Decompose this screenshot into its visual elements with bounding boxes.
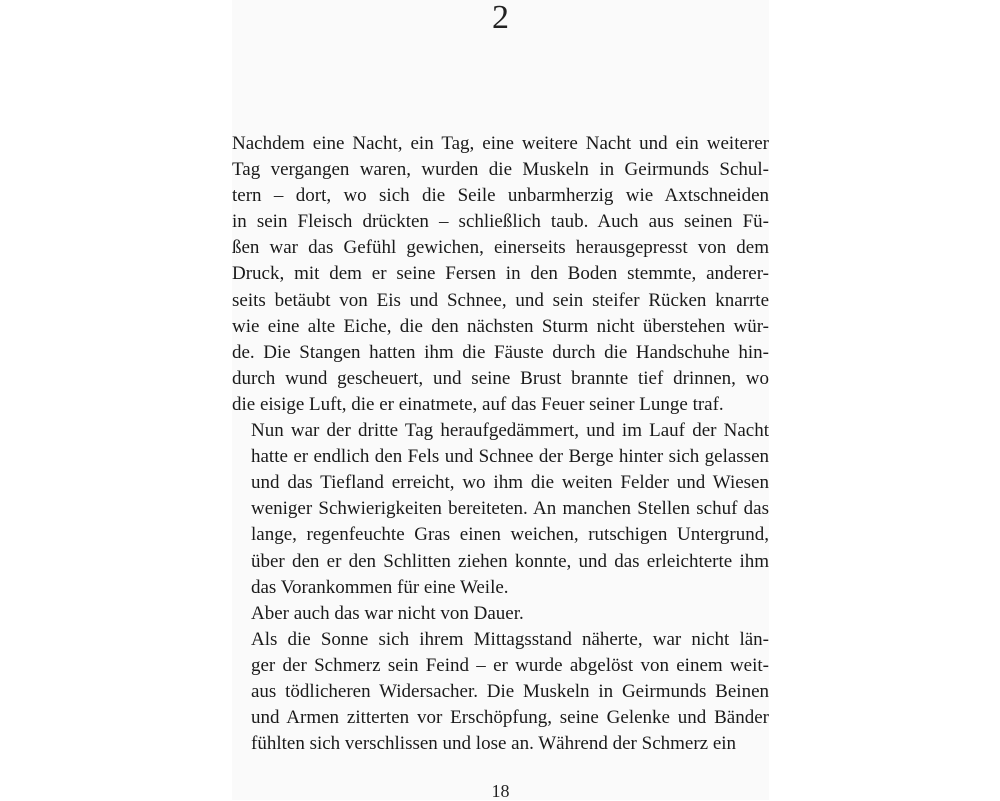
text-line: Tag vergangen waren, wurden die Muskeln in Geirmunds Schul- [232,159,769,181]
body-text [232,131,769,757]
text-line: und das Tiefland erreicht, wo ihm die weiten Felder und Wiesen [251,472,769,494]
text-line: Druck, mit dem er seine Fersen in den Boden stemmte, anderer- [232,263,769,285]
text-line: weniger Schwierigkeiten bereiteten. An manchen Stellen schuf das [251,498,769,520]
book-page [232,0,769,800]
text-line: hatte er endlich den Fels und Schnee der Berge hinter sich gelassen [251,446,769,468]
text-line: ger der Schmerz sein Feind – er wurde abgelöst von einem weit- [251,654,769,676]
text-line: und Armen zitterten vor Erschöpfung, seine Gelenke und Bänder [251,707,769,729]
text-line: in sein Fleisch drückten – schließlich taub. Auch aus seinen Fü- [232,211,769,233]
text-line: aus tödlicheren Widersacher. Die Muskeln in Geirmunds Beinen [251,680,769,702]
text-line: lange, regenfeuchte Gras einen weichen, rutschigen Untergrund, [251,524,769,546]
text-line: Nun war der dritte Tag heraufgedämmert, und im Lauf der Nacht [251,420,769,442]
text-line: Aber auch das war nicht von Dauer. [251,602,524,624]
text-line: die eisige Luft, die er einatmete, auf das Feuer seiner Lunge traf. [232,393,724,415]
paragraph [232,627,769,757]
text-line: wie eine alte Eiche, die den nächsten Sturm nicht überstehen wür- [232,315,769,337]
text-line: durch wund gescheuert, und seine Brust brannte tief drinnen, wo [232,367,769,389]
text-line: de. Die Stangen hatten ihm die Fäuste durch die Handschuhe hin- [232,341,769,363]
text-line: über den er den Schlitten ziehen konnte, und das erleichterte ihm [251,550,769,572]
page-number: 18 [491,781,510,801]
text-line: tern – dort, wo sich die Seile unbarmherzig wie Axtschneiden [232,185,769,207]
text-line: fühlten sich verschlissen und lose an. Während der Schmerz ein [251,733,737,755]
text-line: Nachdem eine Nacht, ein Tag, eine weitere Nacht und ein weiterer [232,133,769,154]
paragraph [232,418,769,601]
paragraph [232,601,769,627]
text-line: seits betäubt von Eis und Schnee, und sein steifer Rücken knarrte [232,289,769,311]
text-line: das Vorankommen für eine Weile. [251,576,509,598]
paragraph [232,131,769,418]
chapter-number: 2 [492,0,509,36]
text-line: Als die Sonne sich ihrem Mittagsstand näherte, war nicht län- [251,628,769,650]
text-line: ßen war das Gefühl gewichen, einerseits herausgepresst von dem [232,237,769,259]
